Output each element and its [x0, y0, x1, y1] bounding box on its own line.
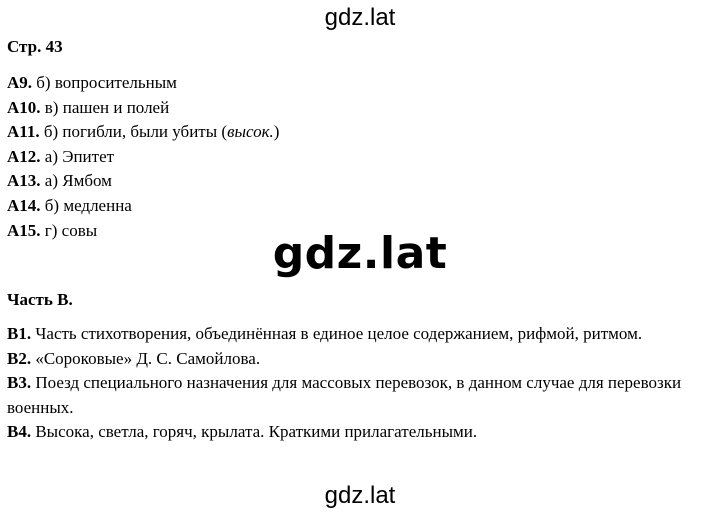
watermark-bottom: gdz.lat — [324, 482, 396, 509]
answer-number: В1. — [7, 324, 32, 343]
answer-text: б) вопросительным — [36, 73, 177, 92]
answer-tail: ) — [273, 122, 280, 142]
answers-list — [7, 71, 707, 243]
answer-text: «Сороковые» Д. С. Самойлова. — [35, 348, 261, 368]
answer-text: Высока, светла, горяч, крылата. Краткими прилагательными. — [35, 422, 478, 441]
part-b-list — [7, 322, 707, 445]
answer-text: б) погибли, были убиты ( — [43, 122, 228, 142]
watermark-middle: gdz.lat — [272, 228, 448, 279]
answer-number: А9. — [7, 73, 33, 92]
answer-a14 — [7, 194, 707, 219]
answer-b3 — [7, 371, 707, 420]
answer-number: А13. — [7, 171, 41, 191]
watermark-top: gdz.lat — [324, 4, 396, 31]
answer-a9 — [7, 71, 707, 96]
answer-text: б) медленна — [44, 195, 132, 215]
answer-b2 — [7, 347, 707, 372]
page-heading: Стр. 43 — [7, 37, 63, 56]
answer-number: А12. — [7, 146, 41, 166]
answer-number: А11. — [7, 122, 40, 142]
answer-number: В4. — [7, 422, 32, 441]
answer-b4 — [7, 420, 707, 445]
answer-number: А14. — [7, 195, 41, 215]
answer-a13 — [7, 169, 707, 194]
answer-text: Поезд специального назначения для массовых перевозок, в данном случае для перевозки военных. — [7, 373, 682, 417]
part-b-heading: Часть В. — [7, 290, 73, 309]
answer-number: В3. — [7, 373, 32, 392]
answer-number: В2. — [7, 348, 32, 368]
answer-text: а) Ямбом — [44, 171, 112, 191]
answer-number: А10. — [7, 97, 41, 117]
answer-a11 — [7, 120, 707, 145]
answer-text: а) Эпитет — [44, 146, 115, 166]
answer-a10 — [7, 96, 707, 121]
answer-note: высок. — [227, 122, 274, 142]
answer-text: Часть стихотворения, объединённая в единое целое содержанием, рифмой, ритмом. — [35, 324, 643, 343]
answer-text: в) пашен и полей — [44, 97, 170, 117]
answer-text: г) совы — [44, 220, 98, 240]
answer-b1 — [7, 322, 707, 347]
answer-a12 — [7, 145, 707, 170]
answer-number: А15. — [7, 220, 41, 240]
